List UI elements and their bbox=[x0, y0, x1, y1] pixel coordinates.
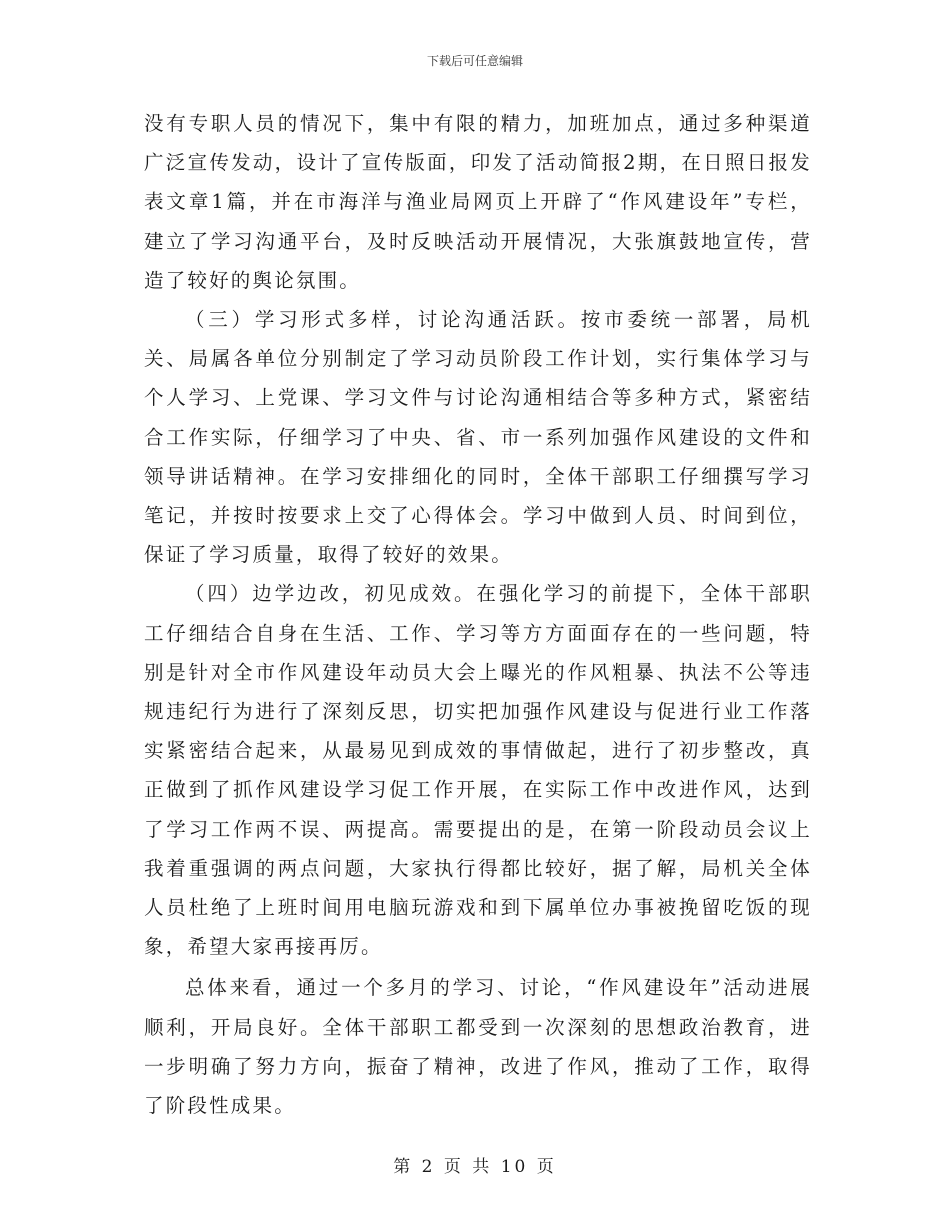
document-body bbox=[144, 104, 812, 1125]
paragraph-continuation: 没有专职人员的情况下，集中有限的精力，加班加点，通过多种渠道广泛宣传发动，设计了宣传版面，印发了活动简报2期，在日照日报发表文章1篇，并在市海洋与渔业局网页上开辟了“作风建设年”专栏，建立了学习沟通平台，及时反映活动开展情况，大张旗鼓地宣传，营造了较好的舆论氛围。 bbox=[144, 112, 812, 292]
page-number: 第 2 页 共 10 页 bbox=[393, 1157, 557, 1177]
page-header: 下载后可任意编辑 bbox=[426, 54, 523, 68]
paragraph-section-four: （四）边学边改，初见成效。在强化学习的前提下，全体干部职工仔细结合自身在生活、工作、学习等方方面面存在的一些问题，特别是针对全市作风建设年动员大会上曝光的作风粗暴、执法不公等违规违纪行为进行了深刻反思，切实把加强作风建设与促进行业工作落实紧密结合起来，从最易见到成效的事情做起，进行了初步整改，真正做到了抓作风建设学习促工作开展，在实际工作中改进作风，达到了学习工作两不误、两提高。需要提出的是，在第一阶段动员会议上我着重强调的两点问题，大家执行得都比较好，据了解，局机关全体人员杜绝了上班时间用电脑玩游戏和到下属单位办事被挽留吃饭的现象，希望大家再接再厉。 bbox=[144, 582, 812, 959]
paragraph-summary: 总体来看，通过一个多月的学习、讨论，“作风建设年”活动进展顺利，开局良好。全体干部职工都受到一次深刻的思想政治教育，进一步明确了努力方向，振奋了精神，改进了作风，推动了工作，取得了阶段性成果。 bbox=[144, 976, 812, 1118]
paragraph-section-three: （三）学习形式多样，讨论沟通活跃。按市委统一部署，局机关、局属各单位分别制定了学习动员阶段工作计划，实行集体学习与个人学习、上党课、学习文件与讨论沟通相结合等多种方式，紧密结合工作实际，仔细学习了中央、省、市一系列加强作风建设的文件和领导讲话精神。在学习安排细化的同时，全体干部职工仔细撰写学习笔记，并按时按要求上交了心得体会。学习中做到人员、时间到位，保证了学习质量，取得了较好的效果。 bbox=[144, 308, 812, 567]
